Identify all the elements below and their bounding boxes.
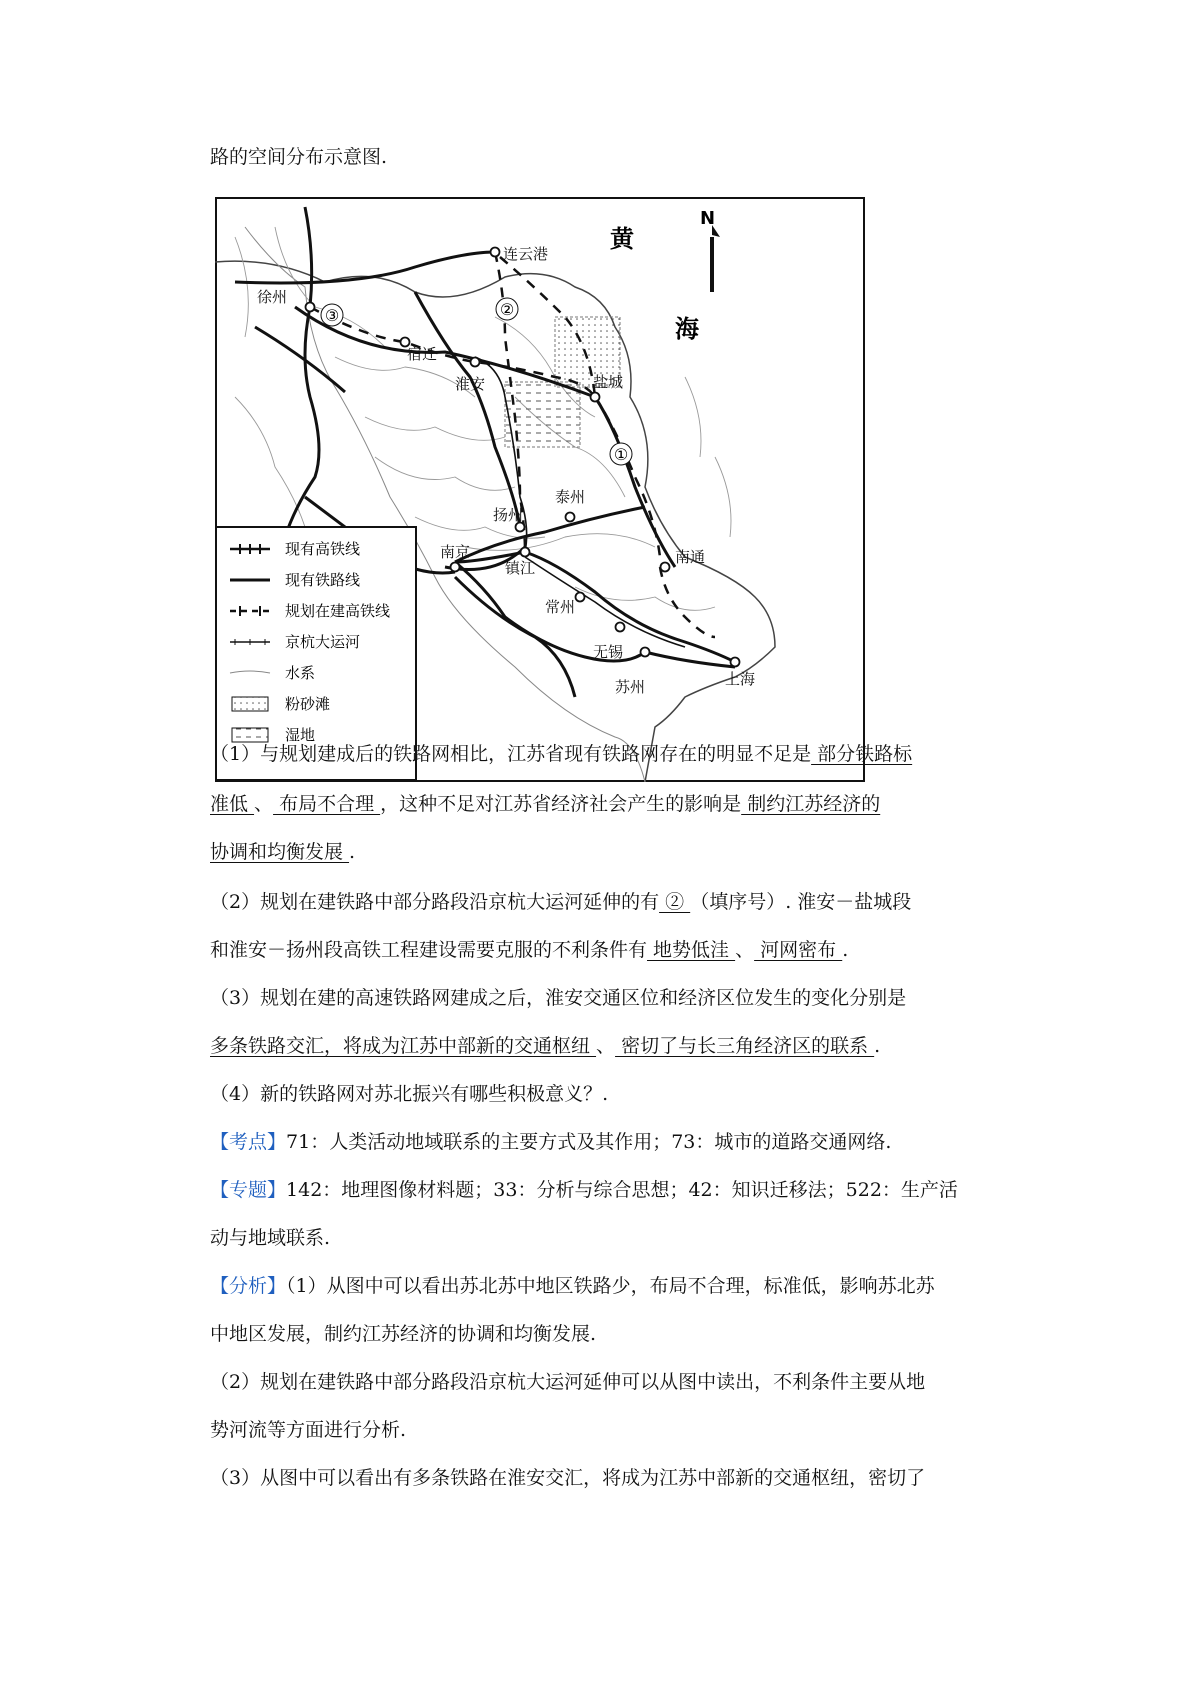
- q3-answer-2: 密切了与长三角经济区的联系: [615, 1035, 875, 1057]
- city-marker: [731, 658, 740, 667]
- city-label: 无锡: [593, 643, 624, 661]
- city-marker: [521, 548, 530, 557]
- q3-line1: （3）规划在建的高速铁路网建成之后，淮安交通区位和经济区位发生的变化分别是: [210, 987, 907, 1009]
- zhuanti-line2: 动与地域联系.: [210, 1227, 331, 1249]
- q2-text-rest: （填序号）. 淮安－盐城段: [690, 891, 912, 913]
- north-label: N: [700, 208, 716, 229]
- city-marker: [306, 303, 315, 312]
- q2-answer-1: ②: [659, 891, 691, 913]
- separator: 、: [254, 793, 274, 815]
- q1-line1: [210, 742, 1030, 766]
- kaodian-text: 71：人类活动地域联系的主要方式及其作用；73：城市的道路交通网络.: [286, 1131, 892, 1153]
- route-1-label: ①: [613, 445, 629, 464]
- city-label: 南京: [440, 543, 471, 561]
- legend-label: 湿地: [285, 726, 316, 744]
- kaodian-tag: 【考点】: [210, 1131, 287, 1153]
- fenxi-tag: 【分析】: [210, 1275, 287, 1297]
- q3-answer-1: 多条铁路交汇，将成为江苏中部新的交通枢纽: [210, 1035, 597, 1057]
- fenxi-line1: [210, 1274, 1030, 1298]
- period: .: [842, 939, 849, 961]
- q1-text: （1）与规划建成后的铁路网相比，江苏省现有铁路网存在的明显不足是: [210, 743, 812, 765]
- city-marker: [491, 248, 500, 257]
- separator: 、: [735, 939, 755, 961]
- q2-text-2: 和淮安－扬州段高铁工程建设需要克服的不利条件有: [210, 939, 648, 961]
- legend-label: 粉砂滩: [285, 695, 331, 713]
- city-marker: [576, 593, 585, 602]
- period: .: [349, 841, 356, 863]
- q1-line3: [210, 840, 1030, 864]
- city-marker: [566, 513, 575, 522]
- q1-answer-3a: 制约江苏经济的: [741, 793, 881, 815]
- route-2-label: ②: [499, 300, 515, 319]
- fenxi-p1: （1）从图中可以看出苏北苏中地区铁路少，布局不合理，标准低，影响苏北苏: [286, 1275, 935, 1297]
- city-marker: [641, 648, 650, 657]
- city-label: 盐城: [593, 373, 624, 391]
- q1-answer-1b: 准低: [210, 793, 255, 815]
- city-marker: [591, 393, 600, 402]
- city-label: 徐州: [257, 288, 288, 306]
- fenxi-line5: （3）从图中可以看出有多条铁路在淮安交汇，将成为江苏中部新的交通枢纽，密切了: [210, 1467, 926, 1489]
- legend-label: 现有高铁线: [285, 540, 361, 558]
- city-marker: [616, 623, 625, 632]
- q2-text: （2）规划在建铁路中部分路段沿京杭大运河延伸的有: [210, 891, 660, 913]
- city-label: 苏州: [615, 678, 646, 696]
- city-label: 淮安: [455, 375, 486, 393]
- zhuanti-tag: 【专题】: [210, 1179, 287, 1201]
- city-marker: [471, 358, 480, 367]
- sea-label-huang: 黄: [610, 225, 634, 253]
- fenxi-line3: （2）规划在建铁路中部分路段沿京杭大运河延伸可以从图中读出，不利条件主要从地: [210, 1371, 926, 1393]
- legend-label: 现有铁路线: [285, 571, 361, 589]
- q1-answer-1a: 部分铁路标: [811, 743, 913, 765]
- q1-answer-3b: 协调和均衡发展: [210, 841, 350, 863]
- legend-label: 水系: [285, 664, 316, 682]
- kaodian-line: [210, 1130, 1030, 1154]
- sea-label-hai: 海: [675, 315, 699, 343]
- fenxi-line4: 势河流等方面进行分析.: [210, 1419, 407, 1441]
- q2-line2: [210, 938, 1030, 962]
- city-label: 南通: [675, 548, 706, 566]
- period: .: [874, 1035, 881, 1057]
- fenxi-line2: 中地区发展，制约江苏经济的协调和均衡发展.: [210, 1323, 597, 1345]
- intro-text: 路的空间分布示意图.: [210, 146, 388, 168]
- city-label: 上海: [725, 670, 756, 688]
- legend-label: 规划在建高铁线: [285, 602, 391, 620]
- railway-map: [215, 197, 865, 782]
- zhuanti-line1: [210, 1178, 1030, 1202]
- q2-line1: [210, 890, 1030, 914]
- city-label: 镇江: [505, 559, 536, 577]
- q1-answer-2: 布局不合理: [273, 793, 381, 815]
- q2-answer-3: 河网密布: [754, 939, 843, 961]
- city-label: 扬州: [493, 506, 524, 524]
- q4-line: （4）新的铁路网对苏北振兴有哪些积极意义？.: [210, 1083, 609, 1105]
- city-label: 泰州: [555, 488, 586, 506]
- zhuanti-text: 142：地理图像材料题；33：分析与综合思想；42：知识迁移法；522：生产活: [286, 1179, 958, 1201]
- city-label: 常州: [545, 598, 576, 616]
- legend-label: 京杭大运河: [285, 633, 361, 651]
- q3-line2: [210, 1034, 1030, 1058]
- city-marker: [661, 563, 670, 572]
- q1-line2: [210, 792, 1030, 816]
- separator: 、: [596, 1035, 616, 1057]
- city-label: 宿迁: [407, 345, 438, 363]
- city-label: 连云港: [503, 245, 549, 263]
- q1-text-2: ，这种不足对江苏省经济社会产生的影响是: [380, 793, 742, 815]
- city-marker: [451, 563, 460, 572]
- q2-answer-2: 地势低洼: [647, 939, 736, 961]
- route-3-label: ③: [324, 306, 340, 325]
